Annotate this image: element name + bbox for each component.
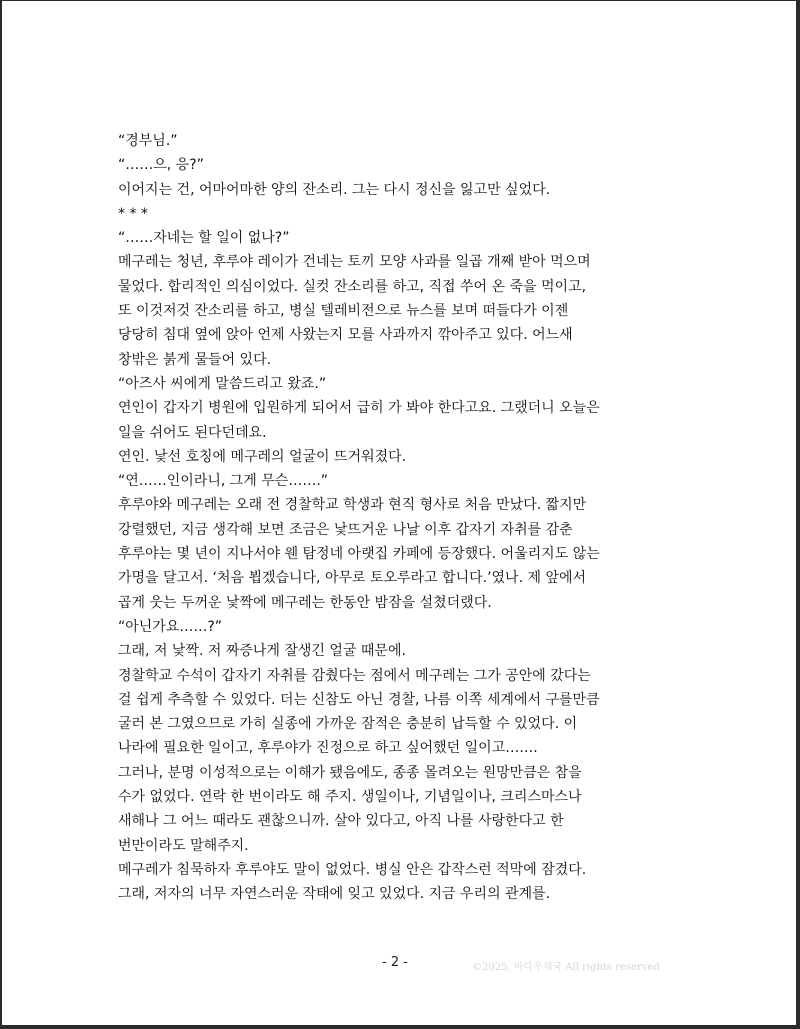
text-line: 번만이라도 말해주지.	[118, 837, 249, 854]
text-line: 일을 쉬어도 된다던데요.	[118, 424, 267, 441]
page-number: - 2 -	[382, 955, 408, 970]
text-line: 이어지는 건, 어마어마한 양의 잔소리. 그는 다시 정신을 잃고만 싶었다.	[118, 181, 551, 198]
body-text	[118, 129, 698, 907]
text-line: “경부님.”	[118, 133, 178, 149]
text-line: 새해나 그 어느 때라도 괜찮으니까. 살아 있다고, 아직 나를 사랑한다고 한	[118, 813, 564, 830]
text-line: 걸 쉽게 추측할 수 있었다. 더는 신참도 아닌 경찰, 나름 이쪽 세계에서 구를만큼	[118, 691, 600, 708]
text-line: “아즈사 씨에게 말씀드리고 왔죠.”	[118, 375, 327, 392]
text-line: 그러나, 분명 이성적으로는 이해가 됐음에도, 종종 몰려오는 원망만큼은 참을	[118, 764, 582, 781]
text-line: 연인이 갑자기 병원에 입원하게 되어서 급히 가 봐야 한다고요. 그랬더니 오늘은	[118, 400, 600, 417]
text-line: 경찰학교 수석이 갑자기 자취를 감췄다는 점에서 메구레는 그가 공안에 갔다는	[118, 667, 591, 684]
text-line: 곱게 웃는 두꺼운 낯짝에 메구레는 한동안 밤잠을 설쳤더랬다.	[118, 594, 492, 611]
text-line: “아닌가요……?”	[118, 618, 223, 635]
text-line: “……자네는 할 일이 없나?”	[118, 230, 290, 247]
text-line: 굴러 본 그였으므로 가히 실종에 가까운 잠적은 충분히 납득할 수 있었다. 이	[118, 716, 578, 733]
text-line: 후루야와 메구레는 오래 전 경찰학교 학생과 현직 형사로 처음 만났다. 짧지만	[118, 497, 587, 514]
text-line: 메구레는 청년, 후루야 레이가 건네는 토끼 모양 사과를 일곱 개째 받아 먹으며	[118, 254, 591, 271]
text-line: “연……인이라니, 그게 무슨…….”	[118, 473, 329, 490]
copyright-watermark: ©2025, 바다우체국 All rights reserved	[472, 962, 660, 973]
text-line: 메구레가 침묵하자 후루야도 말이 없었다. 병실 안은 갑작스런 적막에 잠겼다.	[118, 861, 587, 878]
text-line: 그래, 저 낯짝. 저 짜증나게 잘생긴 얼굴 때문에.	[118, 643, 406, 660]
text-line: 강렬했던, 지금 생각해 보면 조금은 낯뜨거운 나날 이후 갑자기 자취를 감춘	[118, 521, 573, 538]
text-line: 당당히 침대 옆에 앉아 언제 사왔는지 모를 사과까지 깎아주고 있다. 어느새	[118, 327, 573, 344]
text-line: 가명을 달고서. ‘처음 뵙겠습니다, 아무로 토오루라고 합니다.’였나. 제 앞에서	[118, 570, 587, 587]
text-line: 나라에 필요한 일이고, 후루야가 진정으로 하고 싶어했던 일이고…….	[118, 740, 538, 757]
scene-break: * * *	[118, 205, 148, 222]
text-line: 창밖은 붉게 물들어 있다.	[118, 351, 272, 368]
text-line: “……으, 응?”	[118, 157, 204, 174]
text-line: 그래, 저자의 너무 자연스러운 작태에 잊고 있었다. 지금 우리의 관계를.	[118, 886, 551, 903]
text-line: 연인. 낯선 호칭에 메구레의 얼굴이 뜨거워졌다.	[118, 448, 407, 465]
text-line: 또 이것저것 잔소리를 하고, 병실 텔레비전으로 뉴스를 보며 떠들다가 이젠	[118, 303, 569, 320]
text-line: 물었다. 합리적인 의심이었다. 실컷 잔소리를 하고, 직접 쑤어 온 죽을 먹이고,	[118, 278, 587, 295]
text-line: 후루야는 몇 년이 지나서야 웬 탐정네 아랫집 카페에 등장했다. 어울리지도 않는	[118, 546, 600, 563]
text-line: 수가 없었다. 연락 한 번이라도 해 주지. 생일이나, 기념일이나, 크리스마스나	[118, 789, 582, 806]
